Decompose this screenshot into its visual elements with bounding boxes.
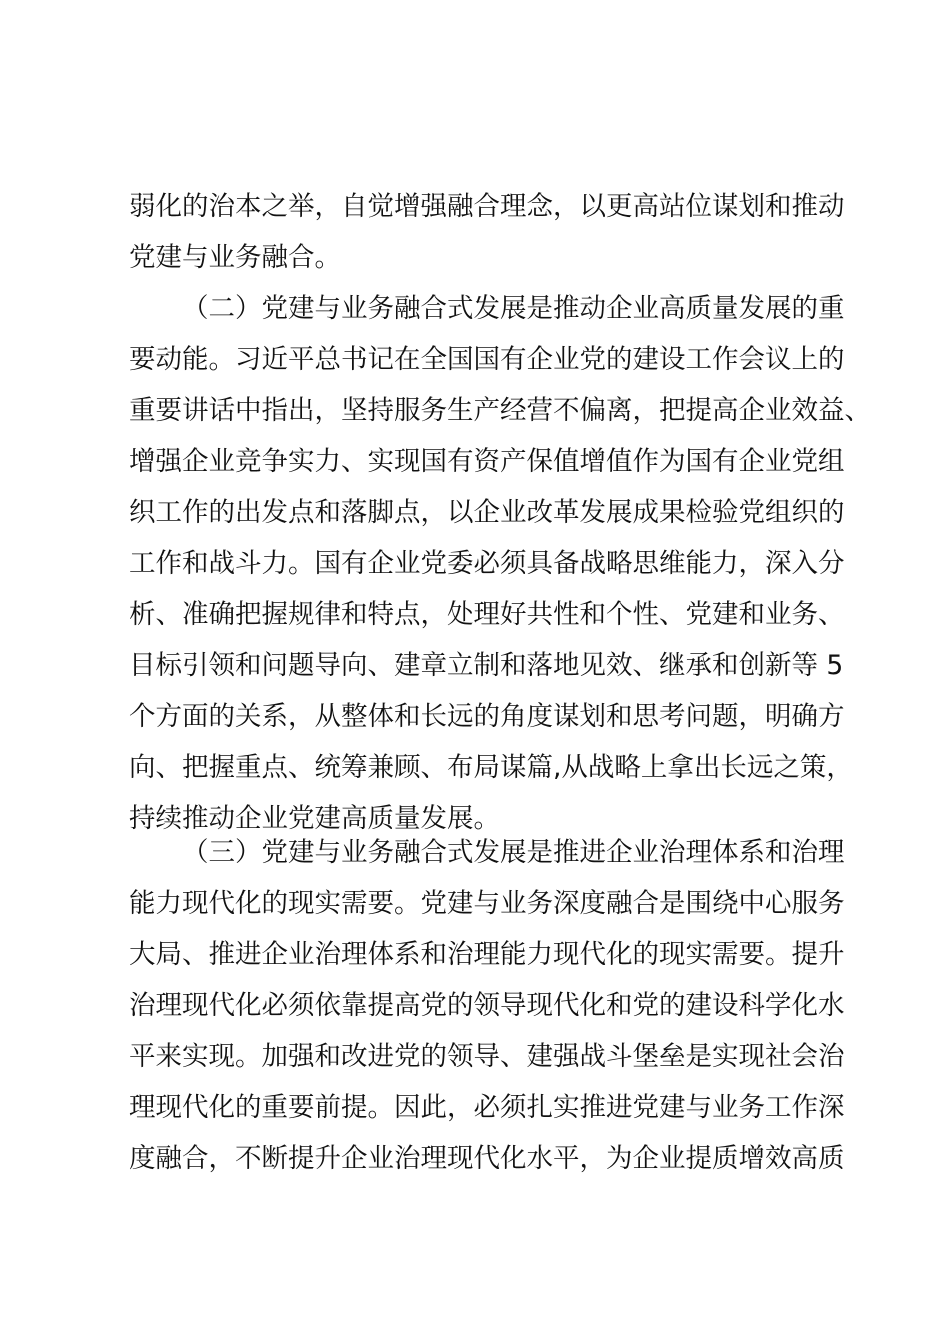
text-line: （三）党建与业务融合式发展是推进企业治理体系和治理	[182, 837, 845, 868]
text-line: 大局、推进企业治理体系和治理能力现代化的现实需要。提升	[129, 939, 845, 970]
text-line: 持续推动企业党建高质量发展。	[129, 803, 500, 834]
text-line: 平来实现。加强和改进党的领导、建强战斗堡垒是实现社会治	[129, 1041, 845, 1072]
text-line: 能力现代化的现实需要。党建与业务深度融合是围绕中心服务	[129, 888, 845, 919]
text-line: 目标引领和问题导向、建章立制和落地见效、继承和创新等 5	[129, 650, 844, 681]
text-line: 理现代化的重要前提。因此，必须扎实推进党建与业务工作深	[129, 1092, 845, 1123]
paragraph-section-3	[129, 827, 845, 1184]
text-line: 织工作的出发点和落脚点，以企业改革发展成果检验党组织的	[129, 497, 845, 528]
text-line: 治理现代化必须依靠提高党的领导现代化和党的建设科学化水	[129, 990, 845, 1021]
text-line: 增强企业竞争实力、实现国有资产保值增值作为国有企业党组	[129, 446, 845, 477]
text-line: 个方面的关系，从整体和长远的角度谋划和思考问题，明确方	[129, 701, 845, 732]
text-line: 度融合，不断提升企业治理现代化水平，为企业提质增效高质	[129, 1143, 845, 1174]
paragraph-section-2	[129, 283, 871, 844]
text-line: 向、把握重点、统筹兼顾、布局谋篇,从战略上拿出长远之策，	[129, 752, 853, 783]
text-line: 工作和战斗力。国有企业党委必须具备战略思维能力，深入分	[129, 548, 845, 579]
text-line: （二）党建与业务融合式发展是推动企业高质量发展的重	[182, 293, 845, 324]
text-line: 要动能。习近平总书记在全国国有企业党的建设工作会议上的	[129, 344, 845, 375]
text-line: 弱化的治本之举，自觉增强融合理念，以更高站位谋划和推动	[129, 191, 845, 222]
text-line: 析、准确把握规律和特点，处理好共性和个性、党建和业务、	[129, 599, 845, 630]
text-line: 重要讲话中指出，坚持服务生产经营不偏离，把提高企业效益、	[129, 395, 871, 426]
text-line: 党建与业务融合。	[129, 242, 341, 273]
paragraph-continuation	[129, 181, 845, 283]
